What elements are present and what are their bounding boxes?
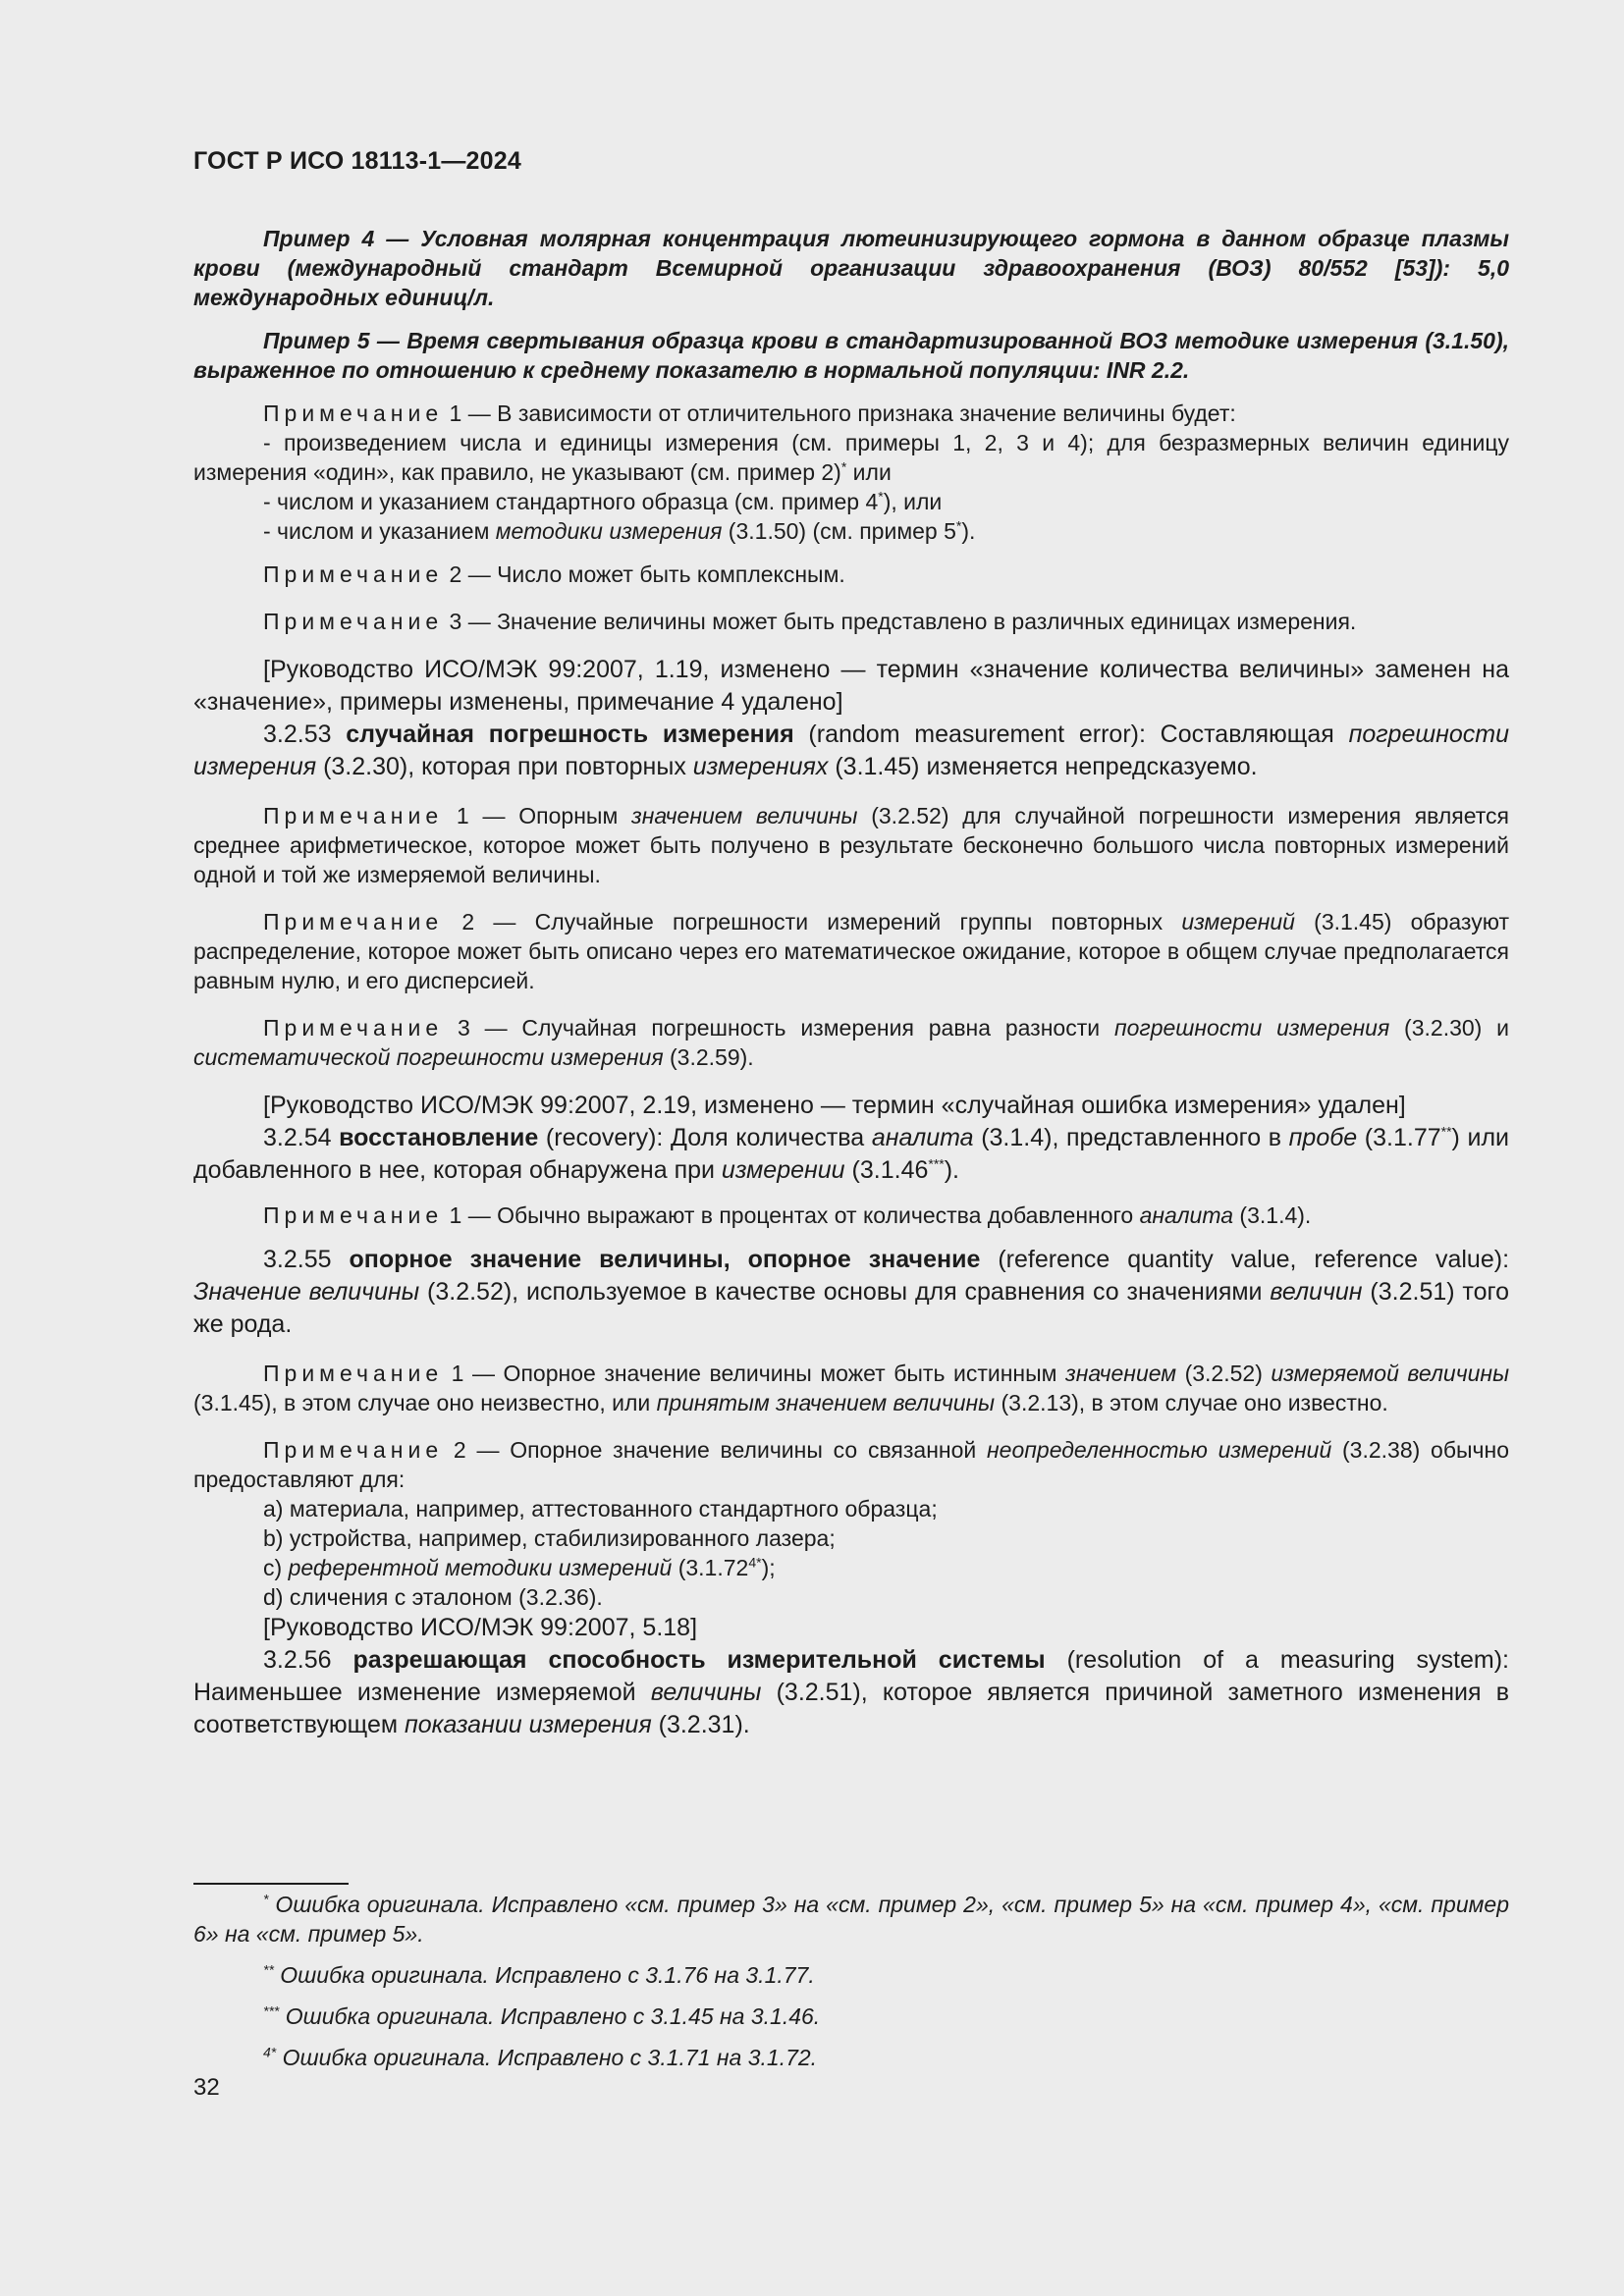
footnote-3: *** Ошибка оригинала. Исправлено с 3.1.45 на 3.1.46. bbox=[263, 2002, 821, 2029]
footnote-separator bbox=[193, 1883, 349, 1885]
reference-3-2-52: [Руководство ИСО/МЭК 99:2007, 1.19, изменено — термин «значение количества величины» заменен на «значение», примеры изменены, примечание 4 удалено] bbox=[193, 656, 1509, 716]
page-number: 32 bbox=[193, 2074, 220, 2101]
note-3-2-55-2: Примечание 2 — Опорное значение величины со связанной неопределенностью измерений (3.2.38) обычно предоставляют для: bbox=[193, 1437, 1509, 1492]
page-header: ГОСТ Р ИСО 18113-1—2024 bbox=[193, 147, 521, 175]
note-3-2-53-2: Примечание 2 — Случайные погрешности измерений группы повторных измерений (3.1.45) образуют распределение, которое может быть описано через его математическое ожидание, которое в общем случае предполагается равным нулю, и его дисперсией. bbox=[193, 909, 1510, 993]
page-content bbox=[193, 224, 1509, 1741]
note-label: Примечание bbox=[263, 1361, 444, 1386]
example-4: Пример 4 — Условная молярная концентрация лютеинизирующего гормона в данном образце плазмы крови (международный стандарт Всемирной организации здравоохранения (ВОЗ) 80/552 [53]): 5,0 международных единиц/л. bbox=[193, 226, 1509, 310]
footnote-2: ** Ошибка оригинала. Исправлено с 3.1.76 на 3.1.77. bbox=[263, 1961, 815, 1988]
term-title: случайная погрешность измерения bbox=[346, 721, 794, 748]
list-item-d: d) сличения с эталоном (3.2.36). bbox=[263, 1584, 603, 1610]
footnote-1: * Ошибка оригинала. Исправлено «см. пример 3» на «см. пример 2», «см. пример 5» на «см. пример 4», «см. пример 6» на «см. пример 5». bbox=[193, 1891, 1509, 1947]
note-label: Примечание bbox=[263, 1015, 444, 1041]
term-title: разрешающая способность измерительной системы bbox=[352, 1646, 1046, 1674]
list-item: - числом и указанием стандартного образца (см. пример 4*), или bbox=[263, 488, 943, 514]
list-item: - числом и указанием методики измерения (3.1.50) (см. пример 5*). bbox=[263, 517, 976, 544]
note-label: Примечание bbox=[263, 1437, 444, 1463]
term-3-2-56: 3.2.56 разрешающая способность измерительной системы (resolution of a measuring system): Наименьшее изменение измеряемой величины (3.2.51), которое является причиной заметного изменения в соответствующем показании измерения (3.2.31). bbox=[193, 1646, 1509, 1738]
note-label: Примечание bbox=[263, 400, 444, 426]
term-title: опорное значение величины, опорное значение bbox=[349, 1246, 981, 1273]
list-item: - произведением числа и единицы измерения (см. примеры 1, 2, 3 и 4); для безразмерных величин единицу измерения «один», как правило, не указывают (см. пример 2)* или bbox=[193, 430, 1509, 485]
list-item-b: b) устройства, например, стабилизированного лазера; bbox=[263, 1525, 836, 1551]
term-3-2-54: 3.2.54 восстановление (recovery): Доля количества аналита (3.1.4), представленного в пробе (3.1.77**) или добавленного в нее, которая обнаружена при измерении (3.1.46***). bbox=[193, 1123, 1510, 1184]
note-3-2-54-1: Примечание 1 — Обычно выражают в процентах от количества добавленного аналита (3.1.4). bbox=[263, 1202, 1312, 1228]
reference-3-2-55: [Руководство ИСО/МЭК 99:2007, 5.18] bbox=[263, 1614, 698, 1641]
note-3-2-52-1: Примечание 1 — В зависимости от отличительного признака значение величины будет: bbox=[263, 400, 1236, 426]
note-label: Примечание bbox=[263, 1202, 444, 1228]
note-label: Примечание bbox=[263, 561, 444, 587]
note-label: Примечание bbox=[263, 803, 444, 828]
term-3-2-55: 3.2.55 опорное значение величины, опорное значение (reference quantity value, reference value): Значение величины (3.2.52), используемое в качестве основы для сравнения со значениями величин (3.2.51) того же рода. bbox=[193, 1246, 1510, 1338]
term-title: восстановление bbox=[339, 1124, 539, 1151]
note-3-2-53-3: Примечание 3 — Случайная погрешность измерения равна разности погрешности измерения (3.2.30) и систематической погрешности измерения (3.2.59). bbox=[193, 1015, 1509, 1070]
footnotes bbox=[193, 1890, 1509, 2084]
footnote-4: $^{4*}$ Ошибка оригинала. Исправлено с 3.1.71 на 3.1.72. bbox=[263, 2044, 818, 2070]
note-3-2-52-2: Примечание 2 — Число может быть комплексным. bbox=[263, 561, 845, 587]
note-label: Примечание bbox=[263, 609, 444, 634]
list-item-a: a) материала, например, аттестованного стандартного образца; bbox=[263, 1496, 938, 1522]
note-3-2-55-1: Примечание 1 — Опорное значение величины может быть истинным значением (3.2.52) измеряемой величины (3.1.45), в этом случае оно неизвестно, или принятым значением величины (3.2.13), в этом случае оно известно. bbox=[193, 1361, 1510, 1415]
note-label: Примечание bbox=[263, 909, 444, 934]
list-item-c: c) референтной методики измерений $(3.1.72^{4*})$; bbox=[263, 1554, 776, 1580]
term-3-2-53: 3.2.53 случайная погрешность измерения (random measurement error): Составляющая погрешности измерения (3.2.30), которая при повторных измерениях (3.1.45) изменяется непредсказуемо. bbox=[193, 721, 1510, 780]
note-3-2-53-1: Примечание 1 — Опорным значением величины (3.2.52) для случайной погрешности измерения является среднее арифметическое, которое может быть получено в результате бесконечно большого числа повторных измерений одной и той же измеряемой величины. bbox=[193, 803, 1509, 887]
example-5: Пример 5 — Время свертывания образца крови в стандартизированной ВОЗ методике измерения (3.1.50), выраженное по отношению к среднему показателю в нормальной популяции: INR 2.2. bbox=[193, 328, 1509, 383]
reference-3-2-53: [Руководство ИСО/МЭК 99:2007, 2.19, изменено — термин «случайная ошибка измерения» удален] bbox=[263, 1092, 1406, 1119]
note-3-2-52-3: Примечание 3 — Значение величины может быть представлено в различных единицах измерения. bbox=[263, 609, 1357, 634]
